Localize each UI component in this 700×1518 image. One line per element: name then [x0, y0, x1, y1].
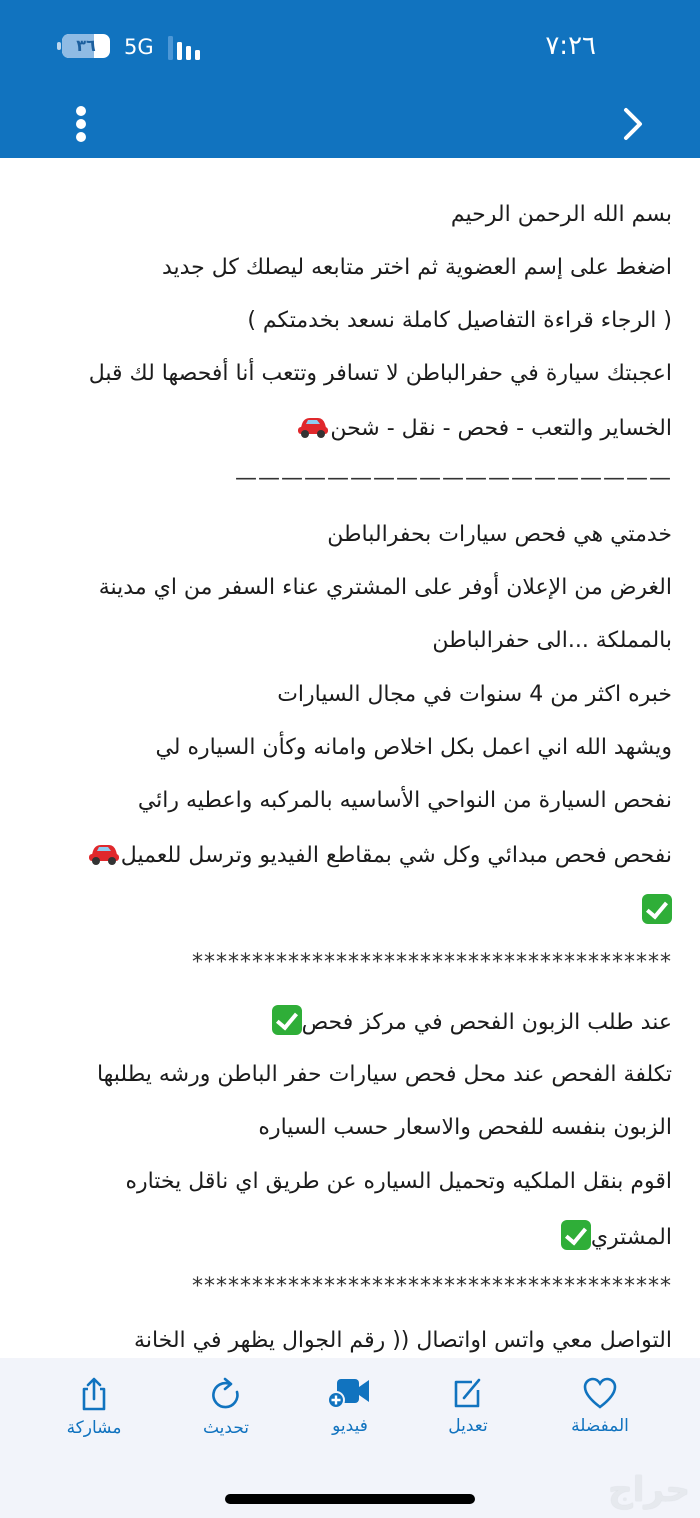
post-line: ( الرجاء قراءة التفاصيل كاملة نسعد بخدمتكم ): [247, 308, 672, 333]
heart-icon: [582, 1376, 618, 1410]
post-line: [561, 1220, 672, 1253]
red-car-emoji: [87, 840, 121, 866]
tab-refresh[interactable]: [176, 1376, 276, 1446]
post-line: الغرض من الإعلان أوفر على المشتري عناء السفر من اي مدينة: [98, 575, 672, 600]
post-line: التواصل معي واتس اواتصال (( رقم الجوال يظهر في الخانة: [134, 1328, 672, 1353]
white-check-mark-emoji: [642, 894, 672, 924]
edit-icon: [450, 1376, 486, 1410]
post-line: [642, 894, 672, 927]
post-line: اضغط على إسم العضوية ثم اختر متابعه ليصلك كل جديد: [161, 255, 672, 280]
post-line-text: المشتري: [590, 1225, 672, 1250]
post-line: الزبون بنفسه للفحص والاسعار حسب السياره: [258, 1115, 672, 1140]
battery-icon: [62, 34, 110, 58]
more-vertical-icon[interactable]: [72, 104, 92, 144]
post-line: [272, 1005, 672, 1038]
separator-stars: ****************************************: [192, 1274, 672, 1299]
share-icon: [76, 1376, 112, 1412]
post-line-text: نفحص فحص مبدائي وكل شي بمقاطع الفيديو وترسل للعميل: [120, 843, 672, 868]
battery-nub: [57, 42, 61, 50]
post-line: اقوم بنقل الملكيه وتحميل السياره عن طريق اي ناقل يختاره: [125, 1169, 672, 1194]
post-line: اعجبتك سيارة في حفرالباطن لا تسافر وتتعب أنا أفحصها لك قبل: [88, 361, 672, 386]
battery-level: ٣٦: [76, 36, 96, 55]
post-line: خبره اكثر من 4 سنوات في مجال السيارات: [277, 682, 672, 707]
red-car-emoji: [296, 413, 330, 439]
refresh-icon: [208, 1376, 244, 1412]
post-line: نفحص السيارة من النواحي الأساسيه بالمركبه واعطيه رائي: [137, 788, 672, 813]
signal-strength-icon: [168, 36, 208, 60]
separator-stars: ****************************************: [192, 950, 672, 975]
clock: ٧:٢٦: [545, 31, 596, 61]
haraj-watermark: حراج: [608, 1470, 690, 1510]
add-video-icon: [325, 1376, 375, 1410]
tab-favorites[interactable]: [550, 1376, 650, 1446]
chevron-right-icon[interactable]: [618, 104, 648, 144]
tab-share[interactable]: [44, 1376, 144, 1446]
white-check-mark-emoji: [272, 1005, 302, 1035]
post-line: تكلفة الفحص عند محل فحص سيارات حفر الباطن ورشه يطلبها: [96, 1062, 672, 1087]
post-line: بالمملكة ...الى حفرالباطن: [432, 628, 672, 653]
network-type: 5G: [124, 35, 154, 59]
home-indicator[interactable]: [225, 1494, 475, 1504]
tab-label: مشاركة: [66, 1418, 122, 1438]
tab-edit[interactable]: [418, 1376, 518, 1446]
tab-label: تحديث: [202, 1418, 250, 1438]
post-line: [296, 413, 672, 444]
post-line: خدمتي هي فحص سيارات بحفرالباطن: [327, 522, 672, 547]
app-header: [0, 0, 700, 158]
tab-video[interactable]: [300, 1376, 400, 1446]
post-line-text: عند طلب الزبون الفحص في مركز فحص: [301, 1010, 672, 1035]
tab-label: المفضلة: [571, 1416, 629, 1436]
post-line: ويشهد الله اني اعمل بكل اخلاص وامانه وكأن السياره لي: [155, 735, 672, 760]
white-check-mark-emoji: [561, 1220, 591, 1250]
separator-line: ———————————————————: [235, 466, 672, 491]
tab-label: فيديو: [332, 1416, 368, 1436]
post-line: [87, 840, 672, 871]
post-body: [0, 158, 700, 1358]
tab-label: تعديل: [448, 1416, 488, 1436]
post-line: بسم الله الرحمن الرحيم: [450, 202, 672, 227]
post-line-text: الخساير والتعب - فحص - نقل - شحن: [330, 416, 672, 441]
